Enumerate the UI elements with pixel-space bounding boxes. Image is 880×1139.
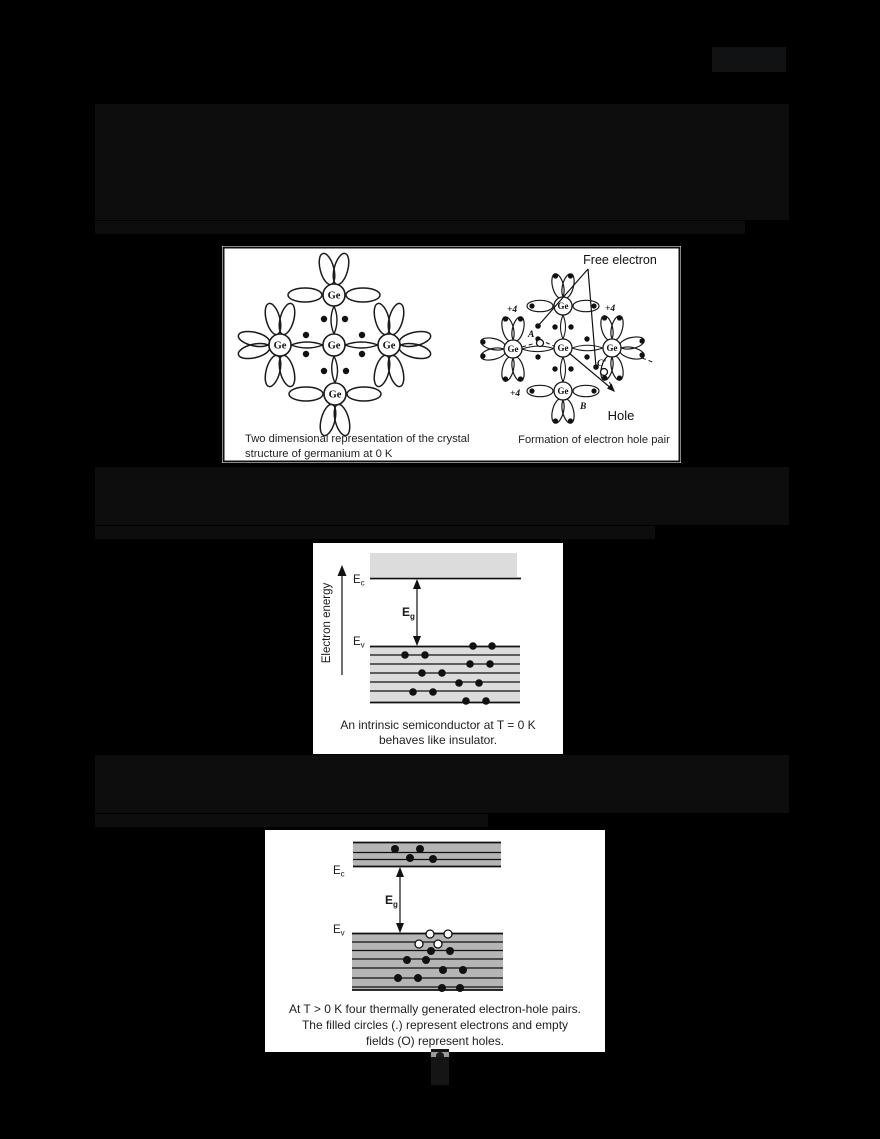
- axis-arrowhead: [338, 565, 347, 576]
- ge-atoms: [504, 297, 621, 400]
- axis-label: Electron energy: [321, 582, 333, 664]
- free-electron-label: Free electron: [583, 253, 657, 267]
- text-block-1-lastline: [95, 221, 745, 234]
- svg-text:Ge: Ge: [557, 343, 569, 353]
- annotation-lines: [522, 269, 655, 392]
- ec-label: $E_c$: [353, 574, 365, 588]
- svg-text:Ge: Ge: [327, 340, 341, 352]
- crystal-structure-svg: [222, 246, 681, 463]
- caption-left-line2: structure of germanium at 0 K: [245, 448, 393, 460]
- page-number-badge: [712, 47, 786, 72]
- icon-cap-arc: [436, 1052, 444, 1057]
- text-block-2-lastline: [95, 526, 655, 539]
- svg-text:Ge: Ge: [606, 343, 618, 353]
- svg-text:Ge: Ge: [557, 301, 569, 311]
- conduction-band: [370, 553, 517, 577]
- crystal-diagram-left: [237, 252, 470, 460]
- energy-axis: [321, 565, 347, 675]
- caption-line2: The filled circles (.) represent electrons and empty: [301, 1018, 569, 1032]
- valence-band: [352, 930, 503, 992]
- figure-band-diagram-0k: [313, 543, 563, 754]
- caption-line1: At T > 0 K four thermally generated electron-hole pairs.: [288, 1002, 582, 1016]
- caption-line3: fields (O) represent holes.: [365, 1034, 505, 1048]
- caption-right: Formation of electron hole pair: [518, 434, 670, 446]
- text-block-3: [95, 755, 789, 813]
- caption-left-line1: Two dimensional representation of the crystal: [245, 433, 470, 445]
- point-b-label: B: [580, 402, 587, 412]
- ev-label: $E_v$: [333, 924, 345, 938]
- hole-circle-c: [601, 369, 608, 376]
- valence-band: [370, 642, 520, 705]
- ec-label: $E_c$: [333, 865, 345, 879]
- svg-text:Ge: Ge: [507, 344, 519, 354]
- charge-label: +4: [510, 389, 521, 399]
- text-block-2: [95, 467, 789, 525]
- svg-text:Ge: Ge: [327, 290, 341, 302]
- charge-label: +4: [507, 305, 518, 315]
- ev-label: $E_v$: [353, 636, 365, 650]
- hole-arrowhead: [607, 384, 615, 393]
- crystal-diagram-right: [480, 253, 671, 446]
- point-c-label: C': [597, 359, 606, 369]
- broken-image-icon: [431, 1049, 449, 1085]
- point-a-label: A: [528, 330, 535, 340]
- figure-crystal-structure: [222, 246, 681, 463]
- band-diagram-0k-svg: [313, 543, 563, 754]
- svg-text:Ge: Ge: [328, 389, 342, 401]
- figure-band-diagram-t-gt-0k: [265, 830, 605, 1052]
- hole-circle-a: [537, 340, 544, 347]
- svg-text:Ge: Ge: [382, 340, 396, 352]
- caption-line2: behaves like insulator.: [378, 733, 498, 747]
- svg-text:Ge: Ge: [273, 340, 287, 352]
- charge-label: +4: [605, 304, 616, 314]
- band-diagram-t-gt-0k-svg: [265, 830, 605, 1052]
- eg-label: $E_g$: [385, 893, 398, 909]
- hole-label: Hole: [607, 408, 635, 423]
- text-block-1: [95, 104, 789, 220]
- conduction-band: [353, 842, 501, 867]
- caption-line1: An intrinsic semiconductor at T = 0 K: [340, 718, 536, 732]
- text-block-3-lastline: [95, 814, 488, 827]
- eg-label: $E_g$: [402, 605, 415, 621]
- svg-text:Ge: Ge: [557, 386, 569, 396]
